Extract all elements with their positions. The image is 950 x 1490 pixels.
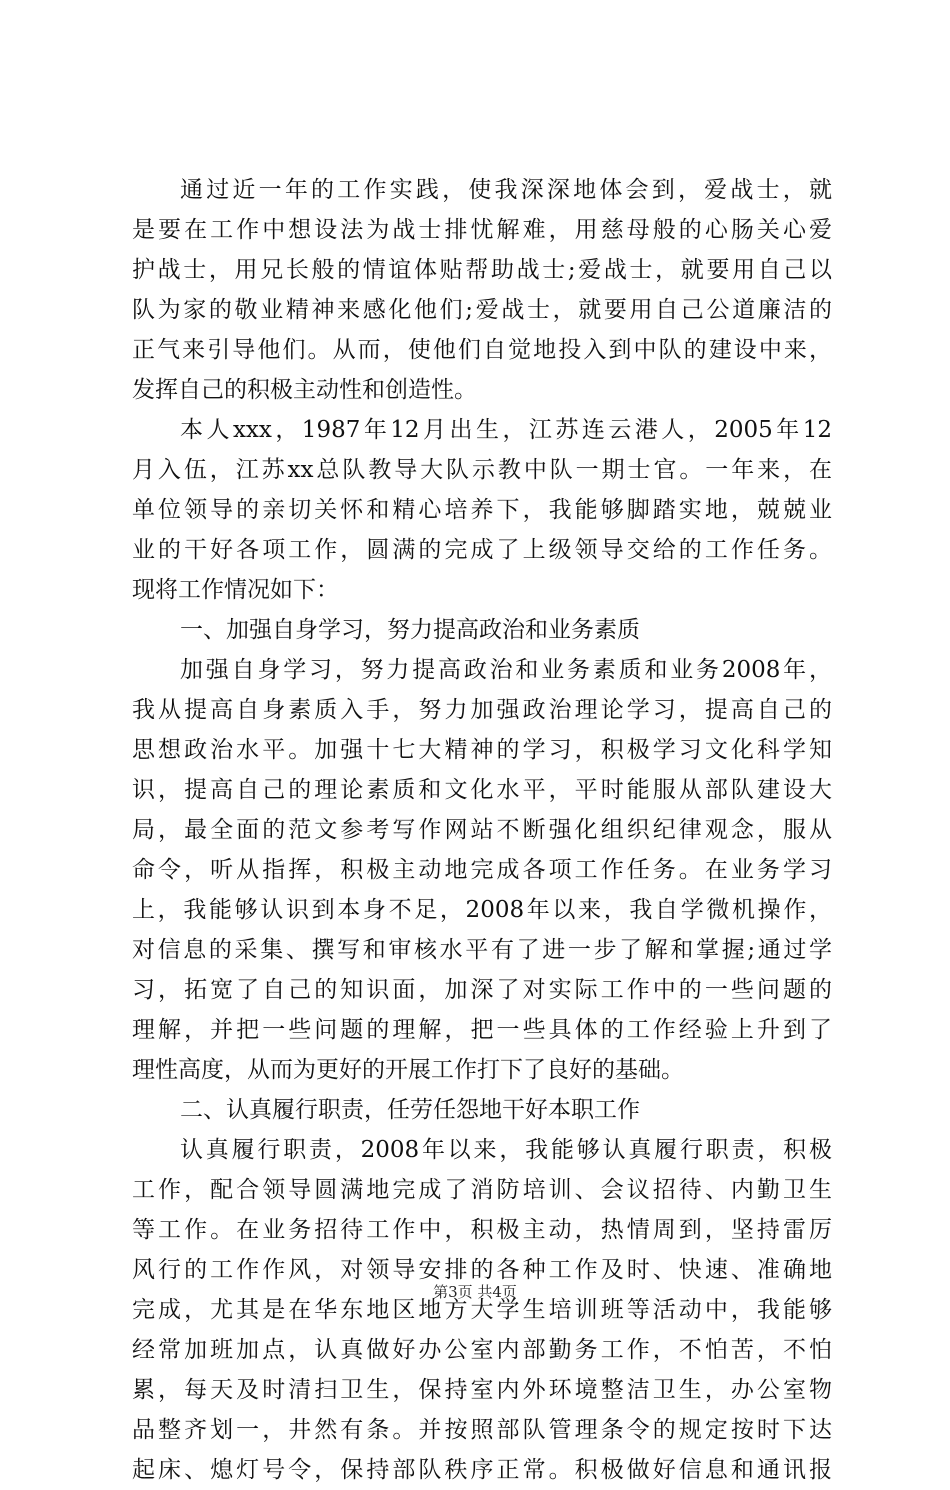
text-line: 通过近一年的工作实践，使我深深地体会到，爱战士，就	[180, 177, 832, 203]
text-line: 局，最全面的范文参考写作网站不断强化组织纪律观念，服从	[132, 817, 832, 843]
text-line: 月入伍，江苏xx总队教导大队示教中队一期士官。一年来，在	[132, 457, 832, 483]
text-line: 完成，尤其是在华东地区地方大学生培训班等活动中，我能够	[132, 1297, 832, 1323]
text-line: 现将工作情况如下：	[132, 577, 339, 603]
text-line: 经常加班加点，认真做好办公室内部勤务工作，不怕苦，不怕	[132, 1337, 832, 1363]
text-line: 本人xxx，1987年12月出生，江苏连云港人，2005年12	[180, 417, 832, 443]
text-line: 品整齐划一，井然有条。并按照部队管理条令的规定按时下达	[132, 1417, 832, 1443]
text-line: 护战士，用兄长般的情谊体贴帮助战士;爱战士，就要用自己以	[132, 257, 832, 283]
text-line: 上，我能够认识到本身不足，2008年以来，我自学微机操作，	[132, 897, 832, 923]
text-line: 等工作。在业务招待工作中，积极主动，热情周到，坚持雷厉	[132, 1217, 832, 1243]
text-line: 理性高度，从而为更好的开展工作打下了良好的基础。	[132, 1057, 684, 1083]
text-line: 正气来引导他们。从而，使他们自觉地投入到中队的建设中来，	[132, 337, 832, 363]
text-line: 识，提高自己的理论素质和文化水平，平时能服从部队建设大	[132, 777, 832, 803]
text-line: 认真履行职责，2008年以来，我能够认真履行职责，积极	[180, 1137, 832, 1163]
text-line: 我从提高自身素质入手，努力加强政治理论学习，提高自己的	[132, 697, 832, 723]
text-line: 是要在工作中想设法为战士排忧解难，用慈母般的心肠关心爱	[132, 217, 832, 243]
text-line: 思想政治水平。加强十七大精神的学习，积极学习文化科学知	[132, 737, 832, 763]
text-line: 队为家的敬业精神来感化他们;爱战士，就要用自己公道廉洁的	[132, 297, 832, 323]
text-line: 发挥自己的积极主动性和创造性。	[132, 377, 477, 403]
text-line: 业的干好各项工作，圆满的完成了上级领导交给的工作任务。	[132, 537, 832, 563]
page-number-footer: 第3页 共4页	[433, 1283, 517, 1301]
text-line: 习，拓宽了自己的知识面，加深了对实际工作中的一些问题的	[132, 977, 832, 1003]
text-line: 加强自身学习，努力提高政治和业务素质和业务2008年，	[180, 657, 832, 683]
text-line: 对信息的采集、撰写和审核水平有了进一步了解和掌握;通过学	[132, 937, 832, 963]
text-line: 命令，听从指挥，积极主动地完成各项工作任务。在业务学习	[132, 857, 832, 883]
text-line: 起床、熄灯号令，保持部队秩序正常。积极做好信息和通讯报	[132, 1457, 832, 1483]
text-line: 理解，并把一些问题的理解，把一些具体的工作经验上升到了	[132, 1017, 832, 1043]
text-line: 二、认真履行职责，任劳任怨地干好本职工作	[180, 1097, 640, 1123]
text-line: 一、加强自身学习，努力提高政治和业务素质	[180, 617, 640, 643]
text-line: 单位领导的亲切关怀和精心培养下，我能够脚踏实地，兢兢业	[132, 497, 832, 523]
text-line: 风行的工作作风，对领导安排的各种工作及时、快速、准确地	[132, 1257, 832, 1283]
text-line: 累，每天及时清扫卫生，保持室内外环境整洁卫生，办公室物	[132, 1377, 832, 1403]
text-line: 工作，配合领导圆满地完成了消防培训、会议招待、内勤卫生	[132, 1177, 832, 1203]
